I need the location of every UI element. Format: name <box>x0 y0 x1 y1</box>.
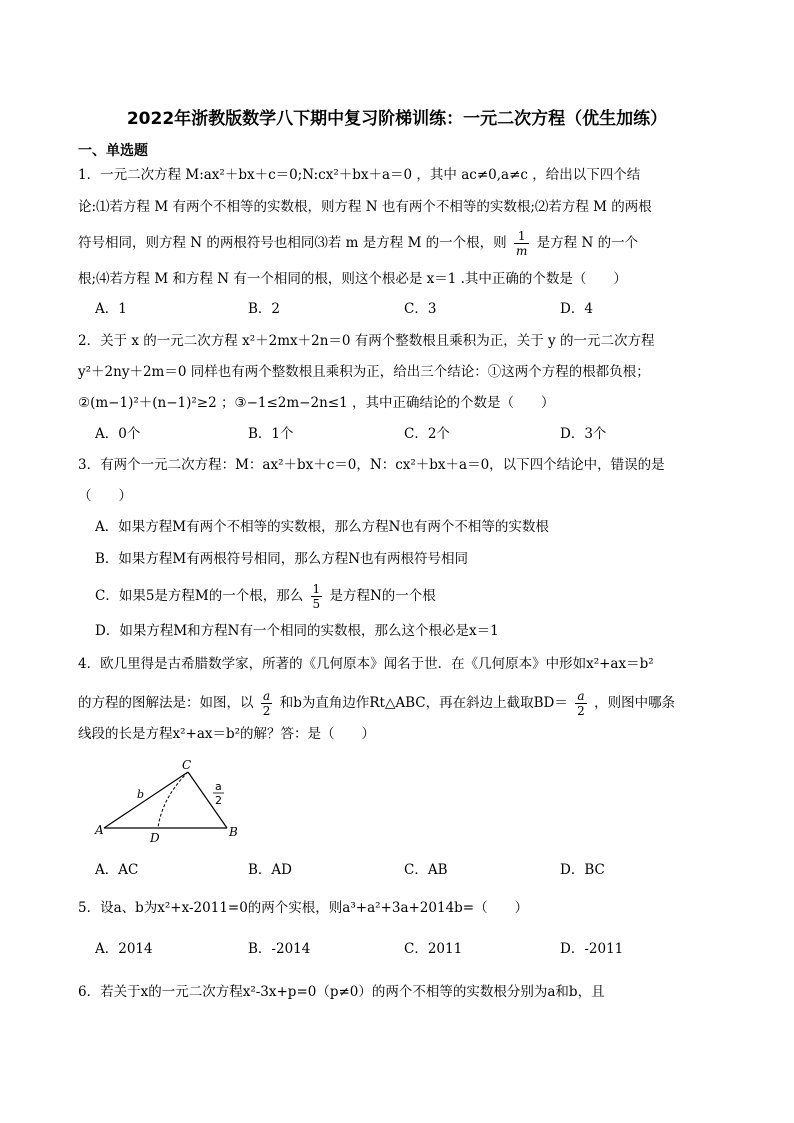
q4-line-1: 4．欧几里得是古希腊数学家，所著的《几何原本》闻名于世．在《几何原本》中形如x²+ax＝b² <box>78 656 654 672</box>
label-c: C <box>182 758 192 772</box>
q5-option-c[interactable]: C．2011 <box>404 941 463 957</box>
label-a: A <box>95 823 104 837</box>
q4-fraction-2 <box>575 689 587 718</box>
q4-line-2 <box>78 689 675 718</box>
q3-frac-num: 1 <box>312 582 321 596</box>
q4-option-a[interactable]: A．AC <box>95 862 139 878</box>
label-b: B <box>229 825 238 839</box>
q2-option-a[interactable]: A．0个 <box>95 426 141 442</box>
q4-frac1-num: a <box>261 689 273 704</box>
q2-option-d[interactable]: D．3个 <box>560 426 607 442</box>
q3-option-b[interactable]: B．如果方程M有两根符号相同，那么方程N也有两根符号相同 <box>95 551 469 567</box>
q2-option-c[interactable]: C．2个 <box>404 426 450 442</box>
q3-option-c-text-b: 是方程N的一个根 <box>329 588 436 604</box>
page-title: 2022年浙教版数学八下期中复习阶梯训练：一元二次方程（优生加练） <box>126 109 668 129</box>
q1-option-b[interactable]: B．2 <box>248 301 281 317</box>
label-side-b: b <box>137 788 145 801</box>
section-heading: 一、单选题 <box>78 143 148 159</box>
q4-option-b[interactable]: B．AD <box>248 862 292 878</box>
q1-line-1: 1．一元二次方程 M:ax²＋bx＋c＝0;N:cx²＋bx＋a＝0 ，其中 ac≠0,a≠c ，给出以下四个结 <box>78 167 641 183</box>
triangle-figure <box>92 758 242 844</box>
side-ac <box>104 772 188 828</box>
q4-line-3: 线段的长是方程x²+ax＝b²的解？答：是（ ） <box>78 726 376 742</box>
q5-option-d[interactable]: D．-2011 <box>560 941 624 957</box>
q4-fraction-1 <box>261 689 273 718</box>
q3-frac-den: 5 <box>312 597 321 611</box>
q1-line-3 <box>78 229 638 258</box>
q3-fraction <box>311 582 323 611</box>
q6-line-1: 6．若关于x的一元二次方程x²-3x+p=0（p≠0）的两个不相等的实数根分别为a和b，且 <box>78 984 605 1000</box>
q3-option-d[interactable]: D．如果方程M和方程N有一个相同的实数根，那么这个根必是x＝1 <box>95 623 499 639</box>
q1-line-4: 根;⑷若方程 M 和方程 N 有一个相同的根，则这个根必是 x＝1 .其中正确的个数是（ ） <box>78 271 627 287</box>
q3-line-1: 3．有两个一元二次方程：M：ax²＋bx＋c＝0，N：cx²＋bx＋a＝0，以下四个结论中，错误的是 <box>78 457 665 473</box>
q2-line-3: ②(m−1)²＋(n−1)²≥2 ；③−1≤2m−2n≤1 ，其中正确结论的个数是（ ） <box>78 395 555 411</box>
q1-frac-den: m <box>515 244 528 258</box>
q5-line-1: 5．设a、b为x²+x-2011=0的两个实根，则a³+a²+3a+2014b=（ ） <box>78 900 529 916</box>
q4-line-2-text-a: 的方程的图解法是：如图，以 <box>78 695 254 711</box>
label-d: D <box>150 831 160 844</box>
q5-option-b[interactable]: B．-2014 <box>248 941 311 957</box>
q4-frac2-den: 2 <box>577 704 585 718</box>
arc-cd <box>158 772 188 828</box>
q3-option-c[interactable] <box>95 582 436 611</box>
label-side-a-den: 2 <box>215 794 222 807</box>
q4-line-2-text-b: 和b为直角边作Rt△ABC，再在斜边上截取BD＝ <box>279 695 568 711</box>
q1-line-2: 论:⑴若方程 M 有两个不相等的实数根，则方程 N 也有两个不相等的实数根;⑵若方程 M 的两根 <box>78 199 652 215</box>
q1-line-3-text-a: 符号相同，则方程 N 的两根符号也相同⑶若 m 是方程 M 的一个根，则 <box>78 235 507 251</box>
q4-frac1-den: 2 <box>262 704 271 718</box>
q5-option-a[interactable]: A．2014 <box>95 941 153 957</box>
q1-option-c[interactable]: C．3 <box>404 301 437 317</box>
q1-line-3-text-b: 是方程 N 的一个 <box>536 235 639 251</box>
q3-option-c-text-a: C．如果5是方程M的一个根，那么 <box>95 588 304 604</box>
q4-option-c[interactable]: C．AB <box>404 862 448 878</box>
q3-option-a[interactable]: A．如果方程M有两个不相等的实数根，那么方程N也有两个不相等的实数根 <box>95 519 549 535</box>
q4-frac2-num: a <box>575 689 587 704</box>
q1-option-a[interactable]: A．1 <box>95 301 127 317</box>
q1-fraction <box>514 229 529 258</box>
q2-option-b[interactable]: B．1个 <box>248 426 294 442</box>
q3-line-2: （ ） <box>78 488 132 504</box>
q4-option-d[interactable]: D．BC <box>560 862 605 878</box>
label-side-a-num: a <box>215 780 222 793</box>
q1-option-d[interactable]: D．4 <box>560 301 593 317</box>
q1-frac-num: 1 <box>514 229 529 244</box>
q4-line-2-text-c: ，则图中哪条 <box>594 695 676 711</box>
q2-line-2: y²＋2ny＋2m＝0 同样也有两个整数根且乘积为正，给出三个结论：①这两个方程的根都负根； <box>78 364 650 380</box>
q2-line-1: 2．关于 x 的一元二次方程 x²＋2mx＋2n＝0 有两个整数根且乘积为正，关于 y 的一元二次方程 <box>78 333 655 349</box>
